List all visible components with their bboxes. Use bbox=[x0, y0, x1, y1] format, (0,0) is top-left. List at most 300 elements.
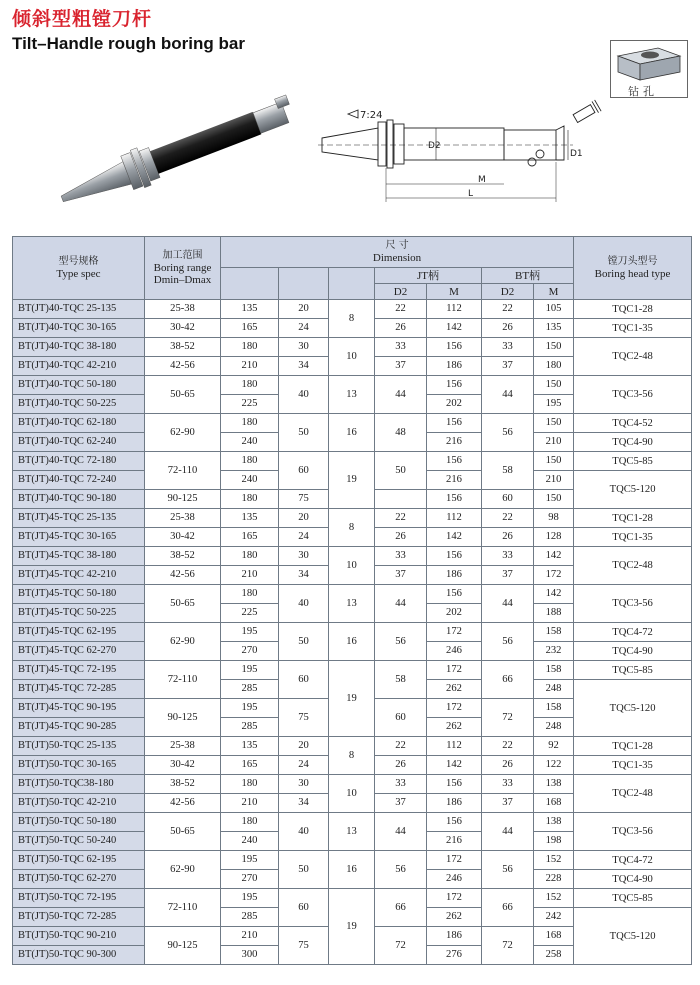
header-blank-3 bbox=[329, 268, 375, 300]
cell-bm: 242 bbox=[534, 908, 574, 927]
cell-g: 16 bbox=[329, 851, 375, 889]
cell-head bbox=[574, 338, 692, 376]
cell-g: 19 bbox=[329, 452, 375, 509]
cell-type-spec: BT(JT)50-TQC 72-285 bbox=[13, 908, 145, 927]
cell-jm: 202 bbox=[427, 395, 482, 414]
cell-head bbox=[574, 528, 692, 547]
boring-bar-photo bbox=[50, 88, 312, 198]
cell-type-spec: BT(JT)50-TQC 62-195 bbox=[13, 851, 145, 870]
header-bt-d2: D2 bbox=[482, 284, 534, 300]
cell-g: 8 bbox=[329, 737, 375, 775]
boring-head-label: TQC4-72 bbox=[612, 854, 653, 866]
boring-head-label: TQC4-90 bbox=[612, 436, 653, 448]
cell-d1: 40 bbox=[279, 585, 329, 623]
cell-head bbox=[574, 642, 692, 661]
cell-jm: 156 bbox=[427, 547, 482, 566]
cell-bm: 150 bbox=[534, 414, 574, 433]
cell-jd: 33 bbox=[375, 338, 427, 357]
header-bt: BT柄 bbox=[482, 268, 574, 284]
cell-jd: 37 bbox=[375, 357, 427, 376]
cell-bm: 152 bbox=[534, 889, 574, 908]
boring-head-label: TQC1-28 bbox=[612, 512, 653, 524]
cell-jm: 186 bbox=[427, 927, 482, 946]
cell-d1: 24 bbox=[279, 756, 329, 775]
cell-type-spec: BT(JT)50-TQC 50-240 bbox=[13, 832, 145, 851]
cell-bm: 180 bbox=[534, 357, 574, 376]
cell-bd: 66 bbox=[482, 889, 534, 927]
cell-l: 180 bbox=[221, 452, 279, 471]
cell-jm: 156 bbox=[427, 338, 482, 357]
cell-jm: 156 bbox=[427, 585, 482, 604]
cell-l: 210 bbox=[221, 794, 279, 813]
cell-type-spec: BT(JT)50-TQC 50-180 bbox=[13, 813, 145, 832]
cell-d1: 40 bbox=[279, 376, 329, 414]
cell-jm: 216 bbox=[427, 832, 482, 851]
cell-bd: 72 bbox=[482, 699, 534, 737]
header-blank-2 bbox=[279, 268, 329, 300]
header-jt-m: M bbox=[427, 284, 482, 300]
table-row bbox=[13, 775, 692, 794]
cell-l: 180 bbox=[221, 775, 279, 794]
cell-g: 8 bbox=[329, 300, 375, 338]
cell-d1: 20 bbox=[279, 300, 329, 319]
cell-bm: 195 bbox=[534, 395, 574, 414]
cell-g: 10 bbox=[329, 775, 375, 813]
cell-head bbox=[574, 680, 692, 737]
cell-jm: 142 bbox=[427, 756, 482, 775]
cell-bm: 188 bbox=[534, 604, 574, 623]
cell-type-spec: BT(JT)50-TQC 42-210 bbox=[13, 794, 145, 813]
spec-table bbox=[12, 236, 692, 965]
cell-jd: 22 bbox=[375, 509, 427, 528]
header-jt-d2: D2 bbox=[375, 284, 427, 300]
cell-l: 285 bbox=[221, 908, 279, 927]
cell-bm: 142 bbox=[534, 547, 574, 566]
cell-d1: 60 bbox=[279, 889, 329, 927]
boring-head-label: TQC1-35 bbox=[612, 322, 653, 334]
cell-d1: 30 bbox=[279, 775, 329, 794]
cell-bm: 232 bbox=[534, 642, 574, 661]
cell-bm: 142 bbox=[534, 585, 574, 604]
cell-range: 62-90 bbox=[145, 623, 221, 661]
cell-bm: 150 bbox=[534, 490, 574, 509]
cell-jm: 216 bbox=[427, 471, 482, 490]
boring-head-label: TQC3-56 bbox=[612, 389, 653, 400]
cell-d1: 40 bbox=[279, 813, 329, 851]
cell-bm: 138 bbox=[534, 813, 574, 832]
cell-range: 90-125 bbox=[145, 927, 221, 965]
cell-bm: 168 bbox=[534, 794, 574, 813]
cell-bm: 150 bbox=[534, 338, 574, 357]
cell-d1: 60 bbox=[279, 661, 329, 699]
cell-head bbox=[574, 889, 692, 908]
cell-jm: 246 bbox=[427, 870, 482, 889]
cell-bm: 135 bbox=[534, 319, 574, 338]
cell-l: 240 bbox=[221, 832, 279, 851]
cell-range: 25-38 bbox=[145, 737, 221, 756]
cell-d1: 34 bbox=[279, 566, 329, 585]
cell-d1: 24 bbox=[279, 319, 329, 338]
cell-type-spec: BT(JT)50-TQC 90-300 bbox=[13, 946, 145, 965]
cell-range: 72-110 bbox=[145, 661, 221, 699]
cell-range: 25-38 bbox=[145, 509, 221, 528]
taper-label: 7:24 bbox=[360, 110, 383, 121]
cell-bd: 58 bbox=[482, 452, 534, 490]
cell-jd: 56 bbox=[375, 623, 427, 661]
cell-l: 210 bbox=[221, 357, 279, 376]
cell-bm: 158 bbox=[534, 661, 574, 680]
cell-bm: 150 bbox=[534, 452, 574, 471]
cell-d1: 60 bbox=[279, 452, 329, 490]
cell-jd: 50 bbox=[375, 452, 427, 490]
cell-type-spec: BT(JT)45-TQC 72-195 bbox=[13, 661, 145, 680]
cell-type-spec: BT(JT)40-TQC 42-210 bbox=[13, 357, 145, 376]
boring-head-label: TQC5-120 bbox=[609, 930, 656, 942]
table-row bbox=[13, 509, 692, 528]
cell-bm: 122 bbox=[534, 756, 574, 775]
cell-l: 270 bbox=[221, 642, 279, 661]
cell-jd: 72 bbox=[375, 927, 427, 965]
cell-bm: 152 bbox=[534, 851, 574, 870]
table-row bbox=[13, 547, 692, 566]
header-jt: JT柄 bbox=[375, 268, 482, 284]
cell-jm: 112 bbox=[427, 300, 482, 319]
cell-l: 165 bbox=[221, 528, 279, 547]
cell-jd: 56 bbox=[375, 851, 427, 889]
cell-type-spec: BT(JT)45-TQC 25-135 bbox=[13, 509, 145, 528]
cell-jm: 172 bbox=[427, 661, 482, 680]
cell-jm: 202 bbox=[427, 604, 482, 623]
cell-jd: 26 bbox=[375, 756, 427, 775]
cell-head bbox=[574, 585, 692, 623]
cell-type-spec: BT(JT)50-TQC 30-165 bbox=[13, 756, 145, 775]
cell-type-spec: BT(JT)45-TQC 72-285 bbox=[13, 680, 145, 699]
cell-bm: 248 bbox=[534, 718, 574, 737]
cell-jm: 186 bbox=[427, 357, 482, 376]
cell-l: 240 bbox=[221, 471, 279, 490]
cell-jm: 216 bbox=[427, 433, 482, 452]
cell-range: 62-90 bbox=[145, 851, 221, 889]
table-row bbox=[13, 376, 692, 395]
cell-jd: 44 bbox=[375, 376, 427, 414]
cell-type-spec: BT(JT)40-TQC 50-225 bbox=[13, 395, 145, 414]
cell-head bbox=[574, 756, 692, 775]
cell-head bbox=[574, 547, 692, 585]
table-row bbox=[13, 737, 692, 756]
cell-type-spec: BT(JT)45-TQC 38-180 bbox=[13, 547, 145, 566]
boring-head-label: TQC1-28 bbox=[612, 740, 653, 752]
cell-jd: 37 bbox=[375, 794, 427, 813]
cell-range: 72-110 bbox=[145, 889, 221, 927]
cell-l: 225 bbox=[221, 395, 279, 414]
cell-head bbox=[574, 737, 692, 756]
cell-type-spec: BT(JT)50-TQC 62-270 bbox=[13, 870, 145, 889]
cell-type-spec: BT(JT)40-TQC 90-180 bbox=[13, 490, 145, 509]
cell-d1: 75 bbox=[279, 699, 329, 737]
cell-jm: 246 bbox=[427, 642, 482, 661]
cell-d1: 50 bbox=[279, 851, 329, 889]
cell-head bbox=[574, 908, 692, 965]
boring-head-label: TQC4-90 bbox=[612, 873, 653, 885]
cell-bd: 44 bbox=[482, 585, 534, 623]
cell-g: 13 bbox=[329, 813, 375, 851]
cell-bd: 66 bbox=[482, 661, 534, 699]
cell-jd: 33 bbox=[375, 775, 427, 794]
cell-l: 165 bbox=[221, 756, 279, 775]
cell-jd: 33 bbox=[375, 547, 427, 566]
cell-bd: 56 bbox=[482, 623, 534, 661]
cell-type-spec: BT(JT)50-TQC 72-195 bbox=[13, 889, 145, 908]
d1-label: D1 bbox=[570, 149, 583, 159]
cell-l: 135 bbox=[221, 737, 279, 756]
cell-head bbox=[574, 471, 692, 509]
cell-jm: 172 bbox=[427, 889, 482, 908]
cell-l: 180 bbox=[221, 547, 279, 566]
cell-jd: 44 bbox=[375, 813, 427, 851]
cell-head bbox=[574, 661, 692, 680]
drilling-label: 钻孔 bbox=[628, 85, 658, 98]
boring-head-label: TQC5-85 bbox=[612, 892, 653, 904]
cell-l: 180 bbox=[221, 585, 279, 604]
cell-bm: 248 bbox=[534, 680, 574, 699]
cell-jd: 37 bbox=[375, 566, 427, 585]
cell-range: 62-90 bbox=[145, 414, 221, 452]
cell-l: 210 bbox=[221, 566, 279, 585]
cell-bd: 72 bbox=[482, 927, 534, 965]
cell-d1: 75 bbox=[279, 927, 329, 965]
cell-jd: 26 bbox=[375, 319, 427, 338]
cell-jm: 172 bbox=[427, 623, 482, 642]
cell-type-spec: BT(JT)45-TQC 42-210 bbox=[13, 566, 145, 585]
cell-g: 10 bbox=[329, 338, 375, 376]
cell-head bbox=[574, 623, 692, 642]
cell-range: 90-125 bbox=[145, 490, 221, 509]
cell-head bbox=[574, 509, 692, 528]
cell-head bbox=[574, 870, 692, 889]
cell-range: 90-125 bbox=[145, 699, 221, 737]
cell-bd: 56 bbox=[482, 414, 534, 452]
cell-head bbox=[574, 851, 692, 870]
cell-type-spec: BT(JT)40-TQC 50-180 bbox=[13, 376, 145, 395]
cell-d1: 50 bbox=[279, 623, 329, 661]
cell-bd: 33 bbox=[482, 338, 534, 357]
boring-head-label: TQC5-120 bbox=[609, 484, 656, 495]
cell-bd: 22 bbox=[482, 300, 534, 319]
cell-range: 30-42 bbox=[145, 756, 221, 775]
cell-d1: 34 bbox=[279, 357, 329, 376]
boring-head-label: TQC1-35 bbox=[612, 531, 653, 543]
cell-range: 50-65 bbox=[145, 585, 221, 623]
cell-bm: 98 bbox=[534, 509, 574, 528]
cell-head bbox=[574, 813, 692, 851]
cell-type-spec: BT(JT)50-TQC 25-135 bbox=[13, 737, 145, 756]
cell-jm: 186 bbox=[427, 794, 482, 813]
cell-range: 30-42 bbox=[145, 319, 221, 338]
cell-g: 19 bbox=[329, 661, 375, 737]
cell-jm: 262 bbox=[427, 718, 482, 737]
cell-l: 180 bbox=[221, 490, 279, 509]
cell-type-spec: BT(JT)40-TQC 72-240 bbox=[13, 471, 145, 490]
cell-type-spec: BT(JT)45-TQC 90-195 bbox=[13, 699, 145, 718]
cell-jd: 66 bbox=[375, 889, 427, 927]
cell-l: 300 bbox=[221, 946, 279, 965]
cell-g: 19 bbox=[329, 889, 375, 965]
cell-bd: 37 bbox=[482, 357, 534, 376]
cell-range: 72-110 bbox=[145, 452, 221, 490]
cell-l: 225 bbox=[221, 604, 279, 623]
cell-bm: 168 bbox=[534, 927, 574, 946]
cell-bm: 198 bbox=[534, 832, 574, 851]
table-row bbox=[13, 889, 692, 908]
cell-jm: 156 bbox=[427, 490, 482, 509]
table-row bbox=[13, 338, 692, 357]
cell-jm: 142 bbox=[427, 528, 482, 547]
cutter-insert-icon bbox=[568, 96, 604, 130]
cell-bm: 172 bbox=[534, 566, 574, 585]
cell-bd: 26 bbox=[482, 319, 534, 338]
cell-l: 195 bbox=[221, 661, 279, 680]
spec-table-container bbox=[12, 236, 691, 965]
cell-head bbox=[574, 414, 692, 433]
boring-head-label: TQC2-48 bbox=[612, 788, 653, 799]
cell-d1: 24 bbox=[279, 528, 329, 547]
cell-bm: 105 bbox=[534, 300, 574, 319]
cell-jm: 262 bbox=[427, 908, 482, 927]
cell-bd: 44 bbox=[482, 813, 534, 851]
cell-jd: 26 bbox=[375, 528, 427, 547]
cell-d1: 20 bbox=[279, 737, 329, 756]
cell-bd: 44 bbox=[482, 376, 534, 414]
cell-range: 38-52 bbox=[145, 547, 221, 566]
cell-d1: 30 bbox=[279, 338, 329, 357]
cell-bm: 158 bbox=[534, 623, 574, 642]
cell-type-spec: BT(JT)40-TQC 25-135 bbox=[13, 300, 145, 319]
boring-head-label: TQC5-85 bbox=[612, 664, 653, 676]
table-row bbox=[13, 585, 692, 604]
cell-d1: 30 bbox=[279, 547, 329, 566]
cell-range: 42-56 bbox=[145, 566, 221, 585]
cell-d1: 20 bbox=[279, 509, 329, 528]
cell-type-spec: BT(JT)40-TQC 62-240 bbox=[13, 433, 145, 452]
cell-type-spec: BT(JT)45-TQC 62-195 bbox=[13, 623, 145, 642]
cell-l: 195 bbox=[221, 699, 279, 718]
cell-jm: 186 bbox=[427, 566, 482, 585]
cell-g: 16 bbox=[329, 414, 375, 452]
cell-bd: 33 bbox=[482, 547, 534, 566]
table-row bbox=[13, 414, 692, 433]
table-row bbox=[13, 623, 692, 642]
cell-jd: 44 bbox=[375, 585, 427, 623]
cell-jm: 156 bbox=[427, 452, 482, 471]
cell-l: 135 bbox=[221, 509, 279, 528]
cell-jm: 276 bbox=[427, 946, 482, 965]
cell-type-spec: BT(JT)45-TQC 50-180 bbox=[13, 585, 145, 604]
cell-type-spec: BT(JT)50-TQC38-180 bbox=[13, 775, 145, 794]
header-boring-head: 镗刀头型号 Boring head type bbox=[574, 237, 692, 300]
cell-jd: 22 bbox=[375, 737, 427, 756]
cell-head bbox=[574, 319, 692, 338]
boring-head-label: TQC1-35 bbox=[612, 759, 653, 771]
cell-head bbox=[574, 300, 692, 319]
cell-l: 180 bbox=[221, 813, 279, 832]
cell-jm: 172 bbox=[427, 699, 482, 718]
header-type-spec: 型号规格 Type spec bbox=[13, 237, 145, 300]
table-row bbox=[13, 813, 692, 832]
cell-type-spec: BT(JT)40-TQC 62-180 bbox=[13, 414, 145, 433]
cell-bm: 258 bbox=[534, 946, 574, 965]
cell-l: 285 bbox=[221, 680, 279, 699]
cell-bd: 22 bbox=[482, 737, 534, 756]
cell-jd bbox=[375, 490, 427, 509]
cell-g: 8 bbox=[329, 509, 375, 547]
cell-l: 135 bbox=[221, 300, 279, 319]
cell-jd: 58 bbox=[375, 661, 427, 699]
cell-g: 10 bbox=[329, 547, 375, 585]
cell-jm: 156 bbox=[427, 414, 482, 433]
header-blank-1 bbox=[221, 268, 279, 300]
cell-g: 16 bbox=[329, 623, 375, 661]
boring-head-label: TQC2-48 bbox=[612, 351, 653, 362]
cell-range: 50-65 bbox=[145, 813, 221, 851]
cell-l: 210 bbox=[221, 927, 279, 946]
boring-head-label: TQC2-48 bbox=[612, 560, 653, 571]
boring-head-label: TQC4-90 bbox=[612, 645, 653, 657]
cell-jm: 156 bbox=[427, 775, 482, 794]
boring-head-label: TQC4-52 bbox=[612, 417, 653, 429]
l-label: L bbox=[468, 189, 474, 199]
cell-jd: 48 bbox=[375, 414, 427, 452]
cell-bd: 37 bbox=[482, 566, 534, 585]
cell-jm: 142 bbox=[427, 319, 482, 338]
cell-bm: 210 bbox=[534, 433, 574, 452]
cell-range: 42-56 bbox=[145, 794, 221, 813]
cell-jm: 262 bbox=[427, 680, 482, 699]
cell-d1: 75 bbox=[279, 490, 329, 509]
cell-jm: 156 bbox=[427, 813, 482, 832]
cell-l: 240 bbox=[221, 433, 279, 452]
cell-range: 50-65 bbox=[145, 376, 221, 414]
cell-jm: 112 bbox=[427, 737, 482, 756]
cell-bm: 158 bbox=[534, 699, 574, 718]
cell-l: 165 bbox=[221, 319, 279, 338]
cell-g: 13 bbox=[329, 585, 375, 623]
cell-type-spec: BT(JT)45-TQC 50-225 bbox=[13, 604, 145, 623]
page-title-en: Tilt–Handle rough boring bar bbox=[12, 34, 245, 53]
page-title-cn: 倾斜型粗镗刀杆 bbox=[12, 8, 153, 30]
cell-bm: 128 bbox=[534, 528, 574, 547]
cell-bm: 150 bbox=[534, 376, 574, 395]
cell-head bbox=[574, 433, 692, 452]
cell-bd: 37 bbox=[482, 794, 534, 813]
cell-bd: 26 bbox=[482, 528, 534, 547]
cell-range: 30-42 bbox=[145, 528, 221, 547]
cell-bd: 22 bbox=[482, 509, 534, 528]
cell-bm: 138 bbox=[534, 775, 574, 794]
cell-l: 195 bbox=[221, 851, 279, 870]
boring-head-label: TQC3-56 bbox=[612, 598, 653, 609]
cell-jm: 172 bbox=[427, 851, 482, 870]
cell-type-spec: BT(JT)45-TQC 30-165 bbox=[13, 528, 145, 547]
cell-bd: 60 bbox=[482, 490, 534, 509]
table-row bbox=[13, 661, 692, 680]
cell-type-spec: BT(JT)40-TQC 38-180 bbox=[13, 338, 145, 357]
cell-l: 195 bbox=[221, 889, 279, 908]
cell-d1: 34 bbox=[279, 794, 329, 813]
cell-bm: 92 bbox=[534, 737, 574, 756]
cell-type-spec: BT(JT)40-TQC 30-165 bbox=[13, 319, 145, 338]
cell-l: 180 bbox=[221, 338, 279, 357]
cell-jd: 60 bbox=[375, 699, 427, 737]
